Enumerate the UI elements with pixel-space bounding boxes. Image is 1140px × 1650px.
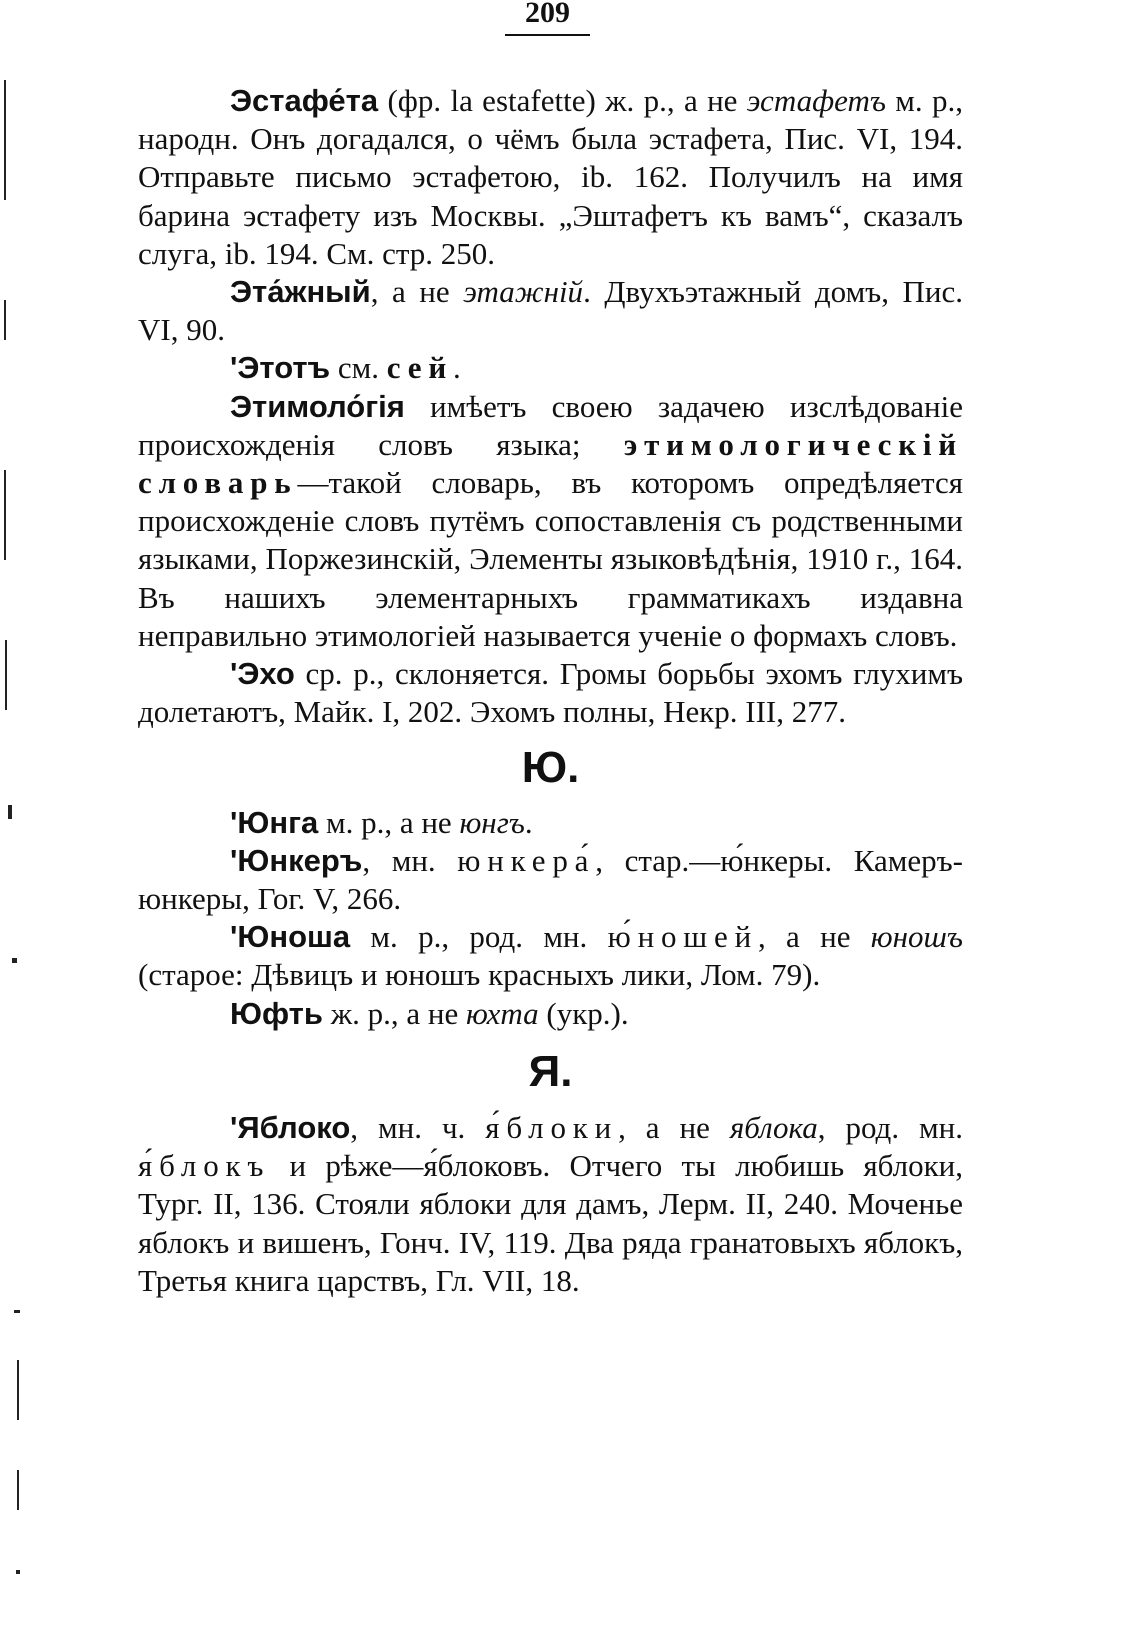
- entry-headword: Юфть: [230, 995, 323, 1031]
- entry-text: .: [524, 804, 533, 840]
- entry-text: (фр. la estafette) ж. р., а не: [378, 83, 747, 118]
- scan-mark: [17, 1470, 19, 1510]
- page-number-rule: [505, 34, 590, 36]
- dictionary-entry: [138, 82, 963, 273]
- entry-text: , стар.—ю́нкеры. Камеръ-юнкеры, Гог. V, 266.: [138, 842, 963, 917]
- dictionary-entry: [138, 918, 963, 994]
- scan-mark: [5, 640, 7, 710]
- entry-text: юнгъ: [459, 804, 525, 840]
- dictionary-entry: [138, 655, 963, 731]
- entry-text: эстафетъ: [746, 83, 886, 118]
- entry-text: я́блоки: [485, 1110, 619, 1146]
- dictionary-entry: [138, 804, 963, 842]
- entry-headword: 'Яблоко: [230, 1110, 351, 1146]
- entries-yu: [138, 804, 963, 1033]
- entry-text: , а не: [370, 274, 464, 310]
- entry-headword: 'Юноша: [230, 919, 351, 955]
- scan-mark: [8, 805, 12, 819]
- entry-text: , род. мн.: [817, 1110, 963, 1146]
- entry-headword: Этимоло́гія: [230, 388, 405, 424]
- entry-text: м. р., род. мн.: [350, 919, 608, 955]
- entry-text: м. р., народн. Онъ догадался, о чёмъ была эстафета, Пис. VI, 194. Отправьте письмо эстафетою, ib. 162. Получилъ на имя барина эстафету изъ Москвы. „Эштафетъ къ вамъ“, сказалъ слуга, ib. 194. См. стр. 250.: [138, 83, 963, 271]
- entry-text: яблока: [729, 1110, 818, 1146]
- scan-mark: [17, 1360, 19, 1420]
- dictionary-entry: [138, 842, 963, 918]
- scan-mark: [16, 1570, 20, 1574]
- section-letter-yu: Ю.: [521, 743, 580, 793]
- scan-mark: [12, 958, 17, 963]
- scan-mark: [4, 300, 6, 340]
- dictionary-entry: [138, 273, 963, 349]
- entry-text: см.: [330, 350, 387, 386]
- page-number: 209: [525, 0, 570, 28]
- entry-text: сей: [386, 350, 454, 386]
- entry-text: имѣетъ своею задачею изслѣдованіе происхожденія словъ языка;: [138, 388, 963, 462]
- scan-mark: [4, 470, 6, 560]
- entry-text: этажній: [463, 274, 584, 310]
- scan-mark: [4, 80, 6, 200]
- entry-headword: 'Эхо: [230, 656, 295, 692]
- dictionary-entry: [138, 1109, 963, 1300]
- entry-text: —такой словарь, въ которомъ опредѣляется происхожденіе словъ путёмъ сопоставленія съ родственными языками, Поржезинскій, Элементы языковѣдѣнія, 1910 г., 164. Въ нашихъ элементарныхъ грамматикахъ издавна неправильно этимологіей называется ученіе о формахъ словъ.: [138, 465, 963, 653]
- entry-text: ю́ношей: [607, 919, 758, 955]
- entry-headword: 'Юнкеръ: [230, 842, 363, 878]
- entry-text: ж. р., а не: [322, 995, 466, 1031]
- entry-headword: Эстафе́та: [230, 83, 379, 118]
- entry-text: .: [453, 350, 461, 386]
- entry-text: , а не: [757, 919, 871, 955]
- entry-text: я́блокъ: [138, 1148, 271, 1184]
- entry-headword: 'Этотъ: [230, 350, 331, 386]
- entry-text: юношъ: [870, 919, 963, 955]
- entry-text: . Двухъэтажный домъ, Пис. VI, 90.: [138, 274, 963, 348]
- entry-text: ср. р., склоняется. Громы борьбы эхомъ глухимъ долетаютъ, Майк. I, 202. Эхомъ полны, Некр. III, 277.: [138, 656, 963, 730]
- entry-headword: 'Юнга: [230, 804, 319, 840]
- entry-text: м. р., а не: [318, 804, 460, 840]
- entry-text: этимологическій словарь: [138, 426, 963, 501]
- section-letter-ya: Я.: [528, 1046, 573, 1096]
- entry-text: , мн. ч.: [350, 1110, 486, 1146]
- dictionary-entry: [138, 995, 963, 1033]
- entry-headword: Эта́жный: [230, 274, 371, 310]
- entry-text: и рѣже—я́блоковъ. Отчего ты любишь яблоки, Тург. II, 136. Стояли яблоки для дамъ, Лерм. II, 240. Моченье яблокъ и вишенъ, Гонч. IV, 119. Два ряда гранатовыхъ яблокъ, Третья книга царствъ, Гл. VII, 18.: [138, 1148, 963, 1298]
- entries-ya: [138, 1109, 963, 1300]
- entry-text: , мн.: [362, 842, 458, 878]
- dictionary-entry: [138, 349, 963, 387]
- entry-text: (укр.).: [538, 995, 629, 1031]
- scan-mark: [14, 1310, 20, 1313]
- entry-text: (старое: Дѣвицъ и юношъ красныхъ лики, Лом. 79).: [138, 957, 821, 993]
- entry-text: , а не: [618, 1110, 730, 1146]
- dictionary-column: [138, 82, 963, 1300]
- entry-text: юнкера́: [457, 842, 596, 878]
- dictionary-entry: [138, 388, 963, 655]
- entries-e: [138, 82, 963, 731]
- entry-text: юхта: [465, 995, 539, 1031]
